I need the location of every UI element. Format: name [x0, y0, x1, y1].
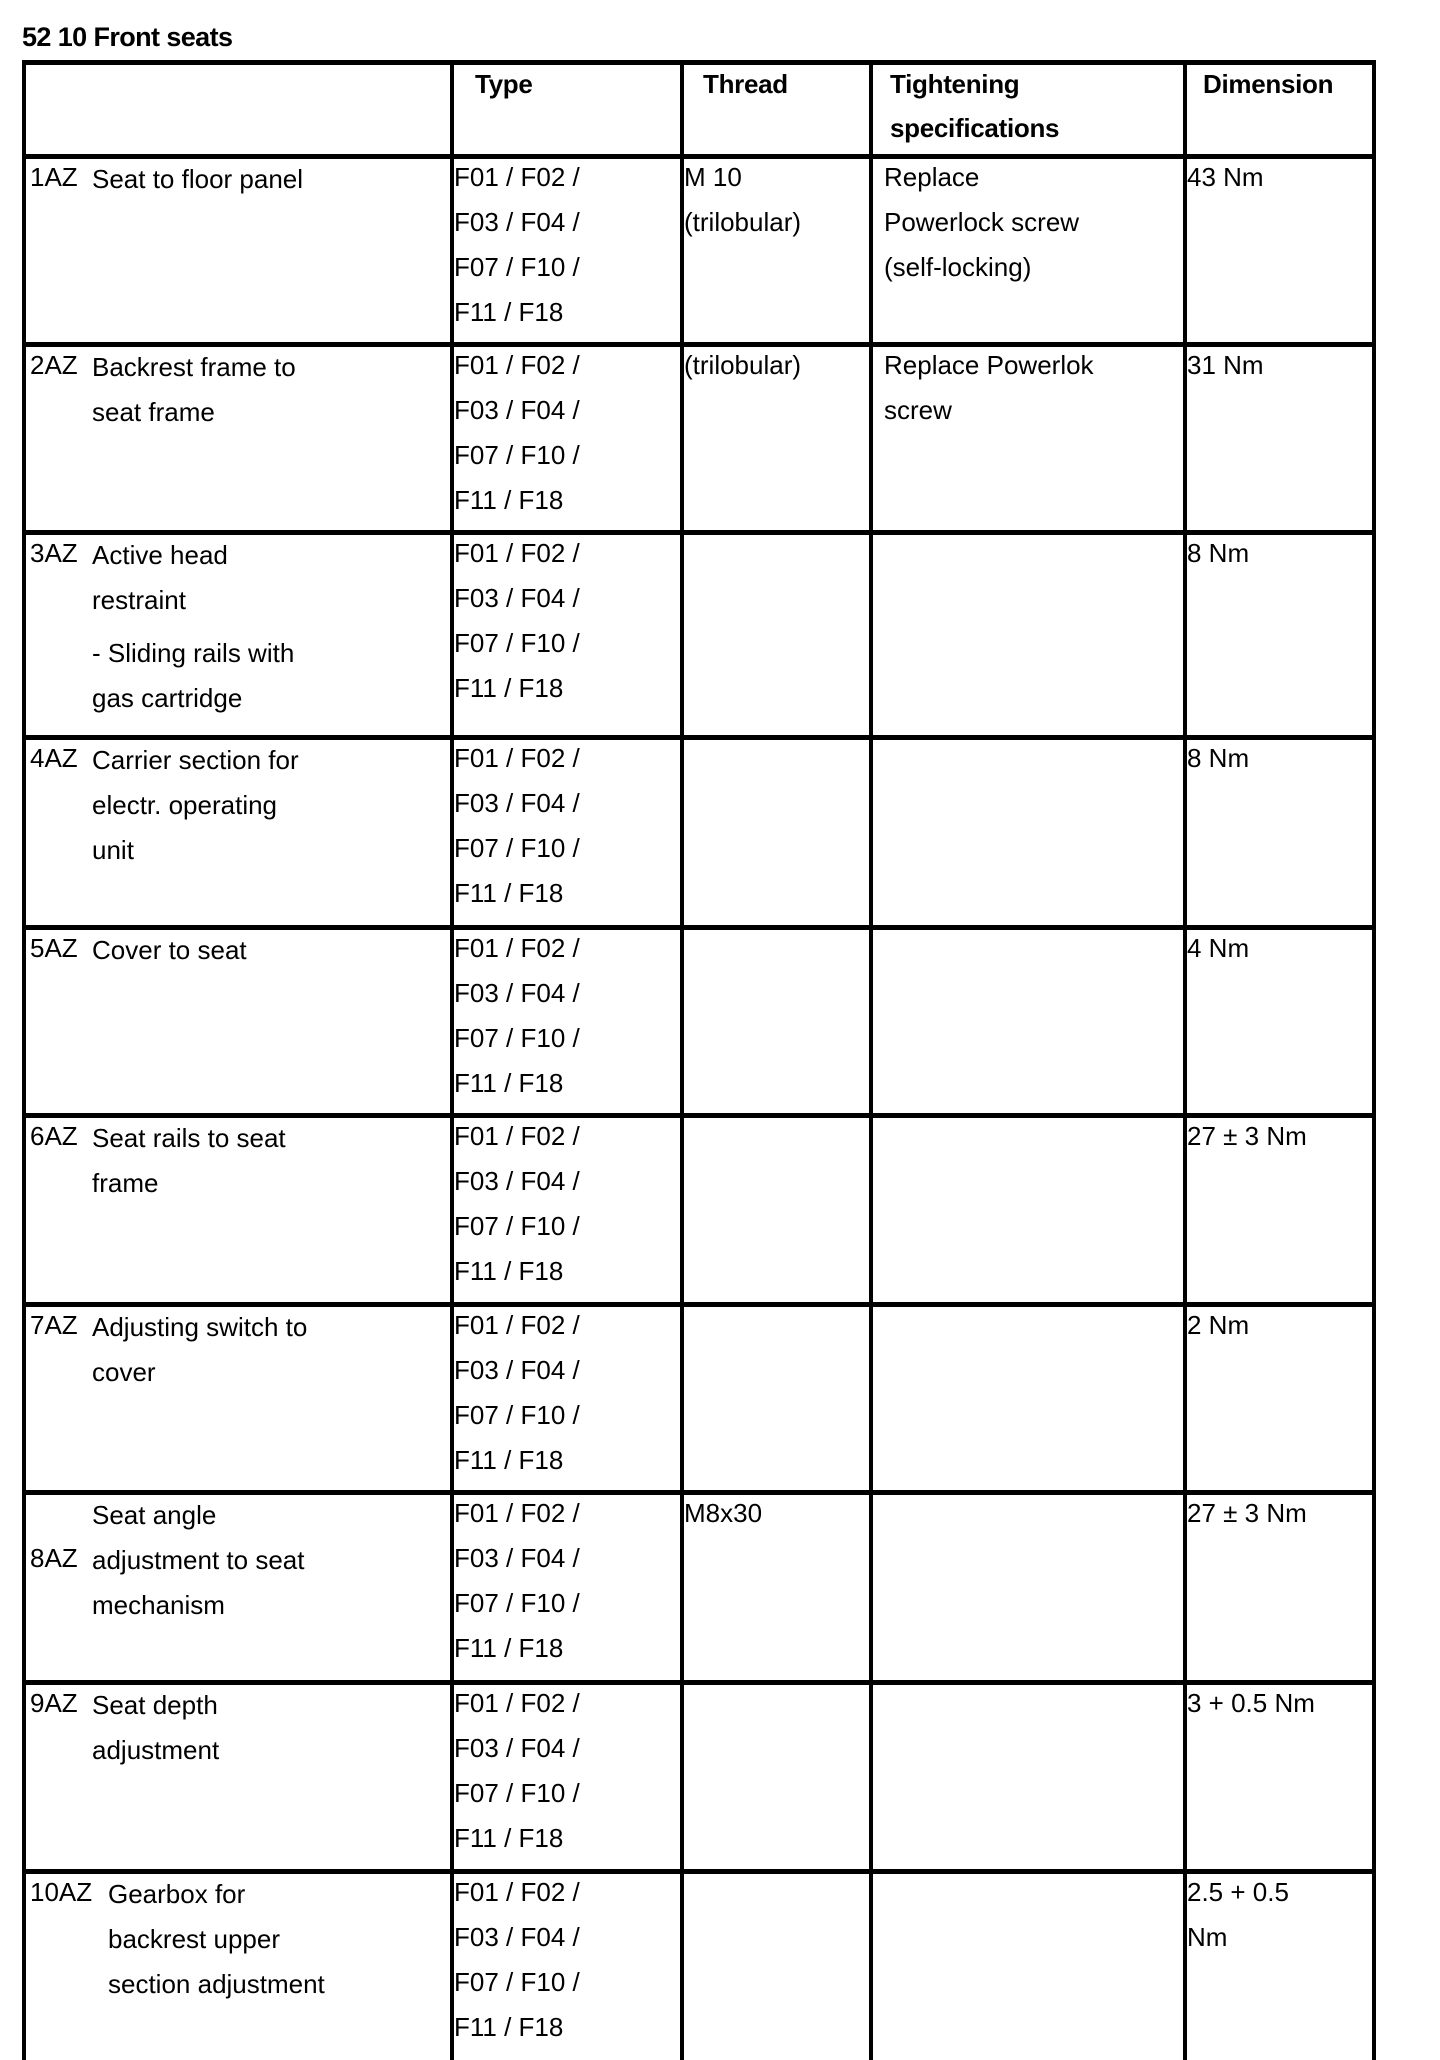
description-text: Seat depth adjustment: [92, 1690, 220, 1765]
type-cell: F01 / F02 / F03 / F04 / F07 / F10 / F11 / F18: [454, 1498, 580, 1663]
page-title: 52 10 Front seats: [22, 22, 233, 52]
description-text: Gearbox for backrest upper section adjustment: [108, 1879, 325, 1999]
description-text: Seat rails to seat frame: [92, 1123, 286, 1198]
dimension-cell: 2.5 + 0.5 Nm: [1187, 1877, 1289, 1952]
row-description: [92, 157, 303, 202]
row-id: 5AZ: [30, 933, 78, 963]
row-description: [92, 928, 247, 973]
dimension-cell: 8 Nm: [1187, 743, 1250, 773]
row-description: [92, 738, 299, 873]
description-text: Seat to floor panel: [92, 164, 304, 194]
row-description: [92, 533, 294, 721]
type-cell: F01 / F02 / F03 / F04 / F07 / F10 / F11 / F18: [454, 538, 580, 703]
row-description: [92, 1493, 304, 1628]
dimension-cell: 43 Nm: [1187, 162, 1264, 192]
dimension-cell: 2 Nm: [1187, 1310, 1250, 1340]
type-cell: F01 / F02 / F03 / F04 / F07 / F10 / F11 / F18: [454, 350, 580, 515]
header-dimension: Dimension: [1203, 69, 1334, 99]
description-text: Active head restraint: [92, 540, 228, 615]
dimension-cell: 27 ± 3 Nm: [1187, 1498, 1307, 1528]
table-border-left: [22, 60, 26, 2060]
tightening-cell: Replace Powerlok screw: [884, 350, 1094, 425]
type-cell: F01 / F02 / F03 / F04 / F07 / F10 / F11 / F18: [454, 933, 580, 1098]
row-id: 3AZ: [30, 538, 78, 568]
dimension-cell: 27 ± 3 Nm: [1187, 1121, 1307, 1151]
dimension-cell: 31 Nm: [1187, 350, 1264, 380]
thread-cell: (trilobular): [684, 350, 802, 380]
description-text: Cover to seat: [92, 935, 247, 965]
row-id: 9AZ: [30, 1688, 78, 1718]
description-text: Backrest frame to seat frame: [92, 352, 296, 427]
header-tightening: Tightening specifications: [890, 69, 1060, 143]
description-text: Adjusting switch to cover: [92, 1312, 308, 1387]
row-description: [92, 1305, 307, 1395]
row-id: 7AZ: [30, 1310, 78, 1340]
row-id: 1AZ: [30, 162, 78, 192]
row-description: [92, 345, 296, 435]
description-text: Carrier section for electr. operating unit: [92, 745, 299, 865]
torque-spec-table: [22, 60, 1376, 2060]
header-thread: Thread: [703, 69, 788, 99]
row-description: [92, 1116, 286, 1206]
row-id: 8AZ: [30, 1543, 78, 1573]
type-cell: F01 / F02 / F03 / F04 / F07 / F10 / F11 / F18: [454, 1688, 580, 1853]
description-text: Seat angle adjustment to seat mechanism: [92, 1500, 305, 1620]
thread-cell: M 10 (trilobular): [684, 162, 802, 237]
tightening-cell: Replace Powerlock screw (self-locking): [884, 162, 1080, 282]
description-subitem: - Sliding rails with gas cartridge: [92, 638, 295, 713]
row-description: [92, 1683, 219, 1773]
row-id: 2AZ: [30, 350, 78, 380]
dimension-cell: 8 Nm: [1187, 538, 1250, 568]
type-cell: F01 / F02 / F03 / F04 / F07 / F10 / F11 / F18: [454, 162, 580, 327]
column-divider-tightening: [869, 60, 873, 2060]
row-description: [108, 1872, 325, 2007]
dimension-cell: 3 + 0.5 Nm: [1187, 1688, 1315, 1718]
row-id: 6AZ: [30, 1121, 78, 1151]
type-cell: F01 / F02 / F03 / F04 / F07 / F10 / F11 / F18: [454, 743, 580, 908]
thread-cell: M8x30: [684, 1498, 763, 1528]
table-border-top: [22, 60, 1376, 65]
table-border-right: [1372, 60, 1376, 2060]
type-cell: F01 / F02 / F03 / F04 / F07 / F10 / F11 / F18: [454, 1121, 580, 1286]
header-type: Type: [475, 69, 533, 99]
row-id: 10AZ: [30, 1877, 93, 1907]
row-id: 4AZ: [30, 743, 78, 773]
dimension-cell: 4 Nm: [1187, 933, 1250, 963]
type-cell: F01 / F02 / F03 / F04 / F07 / F10 / F11 / F18: [454, 1310, 580, 1475]
type-cell: F01 / F02 / F03 / F04 / F07 / F10 / F11 / F18: [454, 1877, 580, 2042]
row-divider: [22, 1680, 1376, 1685]
